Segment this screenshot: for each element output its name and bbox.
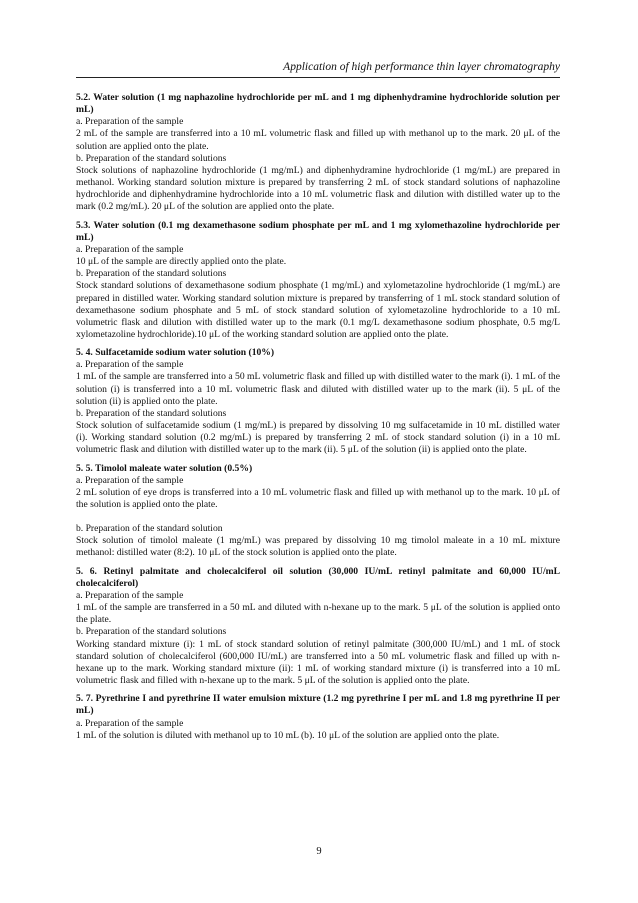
section-heading: 5. 6. Retinyl palmitate and cholecalciferol oil solution (30,000 IU/mL retinyl palmitate and 60,000 IU/mL cholecalciferol) xyxy=(76,565,560,589)
standard-prep-label: b. Preparation of the standard solutions xyxy=(76,407,227,419)
section-5-4 xyxy=(76,347,560,456)
sample-prep-text: 10 μL of the sample are directly applied onto the plate. xyxy=(76,256,287,268)
standard-prep-text: Stock solutions of naphazoline hydrochloride (1 mg/mL) and diphenhydramine hydrochloride (1 mg/mL) are prepared in methanol. Working standard solution mixture is prepared by transferring 2 mL of stock standard solutions of naphazoline hydrochloride and diphenhydramine hydrochloride into a 10 mL volumetric flask and dilution with distilled water up to the mark (0.2 mg/mL). 20 μL of the solution are applied onto the plate. xyxy=(76,164,560,213)
sample-prep-text: 2 mL solution of eye drops is transferred into a 10 mL volumetric flask and filled up with methanol up to the mark. 10 μL of the solution is applied onto the plate. xyxy=(76,486,560,510)
running-header: Application of high performance thin layer chromatography xyxy=(283,61,560,73)
sample-prep-text: 1 mL of the solution is diluted with methanol up to 10 mL (b). 10 μL of the solution are applied onto the plate. xyxy=(76,729,500,741)
sample-prep-text: 1 mL of the sample are transferred into a 50 mL volumetric flask and filled up with distilled water to the mark (i). 1 mL of the solution (i) is transferred into a 10 mL volumetric flask and diluted with distilled water up to the mark (ii). 5 μL of the solution (ii) is applied onto the plate. xyxy=(76,371,560,407)
standard-prep-text: Stock solution of sulfacetamide sodium (1 mg/mL) is prepared by dissolving 10 mg sulfacetamide in 10 mL distilled water (i). Working standard solution (0.2 mg/mL) is prepared by transferring 2 mL of stock standard solution (i) in a 10 mL volumetric flask and dilution with distilled water up to the mark (ii). 5 μL of the solution (ii) is applied onto the plate. xyxy=(76,420,560,456)
section-5-2 xyxy=(76,92,560,214)
page-content xyxy=(76,92,560,748)
page-number: 9 xyxy=(316,846,322,857)
standard-prep-text: Stock standard solutions of dexamethasone sodium phosphate (1 mg/mL) and xylometazoline hydrochloride (1 mg/mL) are prepared in distilled water. Working standard solution mixture is prepared by transferring of 1 mL stock standard solution of dexamethasone sodium phosphate and 5 mL of stock standard solution of xylometazoline hydrochloride to a 10 mL volumetric flask and dilution with distilled water up to the mark (0.1 mg/L dexamethasone sodium phosphate, 0.5 mg/L xylometazoline hydrochloride).10 μL of the working standard solution are applied onto the plate. xyxy=(76,280,560,340)
section-5-7 xyxy=(76,693,560,742)
sample-prep-text: 1 mL of the sample are transferred in a 50 mL and diluted with n-hexane up to the mark. 5 μL of the solution is applied onto the plate. xyxy=(76,602,560,626)
sample-prep-label: a. Preparation of the sample xyxy=(76,359,184,371)
sample-prep-label: a. Preparation of the sample xyxy=(76,474,184,486)
section-5-3 xyxy=(76,220,560,342)
sample-prep-label: a. Preparation of the sample xyxy=(76,116,184,128)
standard-prep-text: Stock solution of timolol maleate (1 mg/mL) was prepared by dissolving 10 mg timolol maleate in a 10 mL mixture methanol: distilled water (8:2). 10 μL of the stock solution is applied onto the plate. xyxy=(76,535,560,559)
standard-prep-label: b. Preparation of the standard solution xyxy=(76,523,223,535)
sample-prep-label: a. Preparation of the sample xyxy=(76,589,184,601)
blank-line xyxy=(76,511,560,523)
standard-prep-label: b. Preparation of the standard solutions xyxy=(76,152,227,164)
sample-prep-label: a. Preparation of the sample xyxy=(76,717,184,729)
section-heading: 5. 4. Sulfacetamide sodium water solution (10%) xyxy=(76,347,275,359)
sample-prep-text: 2 mL of the sample are transferred into a 10 mL volumetric flask and filled up with methanol up to the mark. 20 μL of the solution are applied onto the plate. xyxy=(76,128,560,152)
section-5-5 xyxy=(76,463,560,560)
section-heading: 5.3. Water solution (0.1 mg dexamethasone sodium phosphate per mL and 1 mg xylomethazoline hydrochloride per mL) xyxy=(76,219,560,243)
sample-prep-label: a. Preparation of the sample xyxy=(76,243,184,255)
standard-prep-text: Working standard mixture (i): 1 mL of stock standard solution of retinyl palmitate (300,000 IU/mL) and 1 mL of stock standard solution of cholecalciferol (600,000 IU/mL) are transferred into a 50 mL volumetric flask and filled up with n-hexane up to the mark. Working standard mixture (ii): 1 mL of working standard mixture (i) is transferred into a 10 mL volumetric flask and filled with n-hexane up to the mark. 5 μL of the solution is applied onto the plate. xyxy=(76,638,560,687)
section-heading: 5. 7. Pyrethrine I and pyrethrine II water emulsion mixture (1.2 mg pyrethrine I per mL and 1.8 mg pyrethrine II per mL) xyxy=(76,693,560,717)
standard-prep-label: b. Preparation of the standard solutions xyxy=(76,626,227,638)
section-5-6 xyxy=(76,566,560,688)
section-heading: 5. 5. Timolol maleate water solution (0.5%) xyxy=(76,462,253,474)
header-rule xyxy=(76,77,560,78)
standard-prep-label: b. Preparation of the standard solutions xyxy=(76,268,227,280)
section-heading: 5.2. Water solution (1 mg naphazoline hydrochloride per mL and 1 mg diphenhydramine hydrochloride solution per mL) xyxy=(76,92,560,116)
